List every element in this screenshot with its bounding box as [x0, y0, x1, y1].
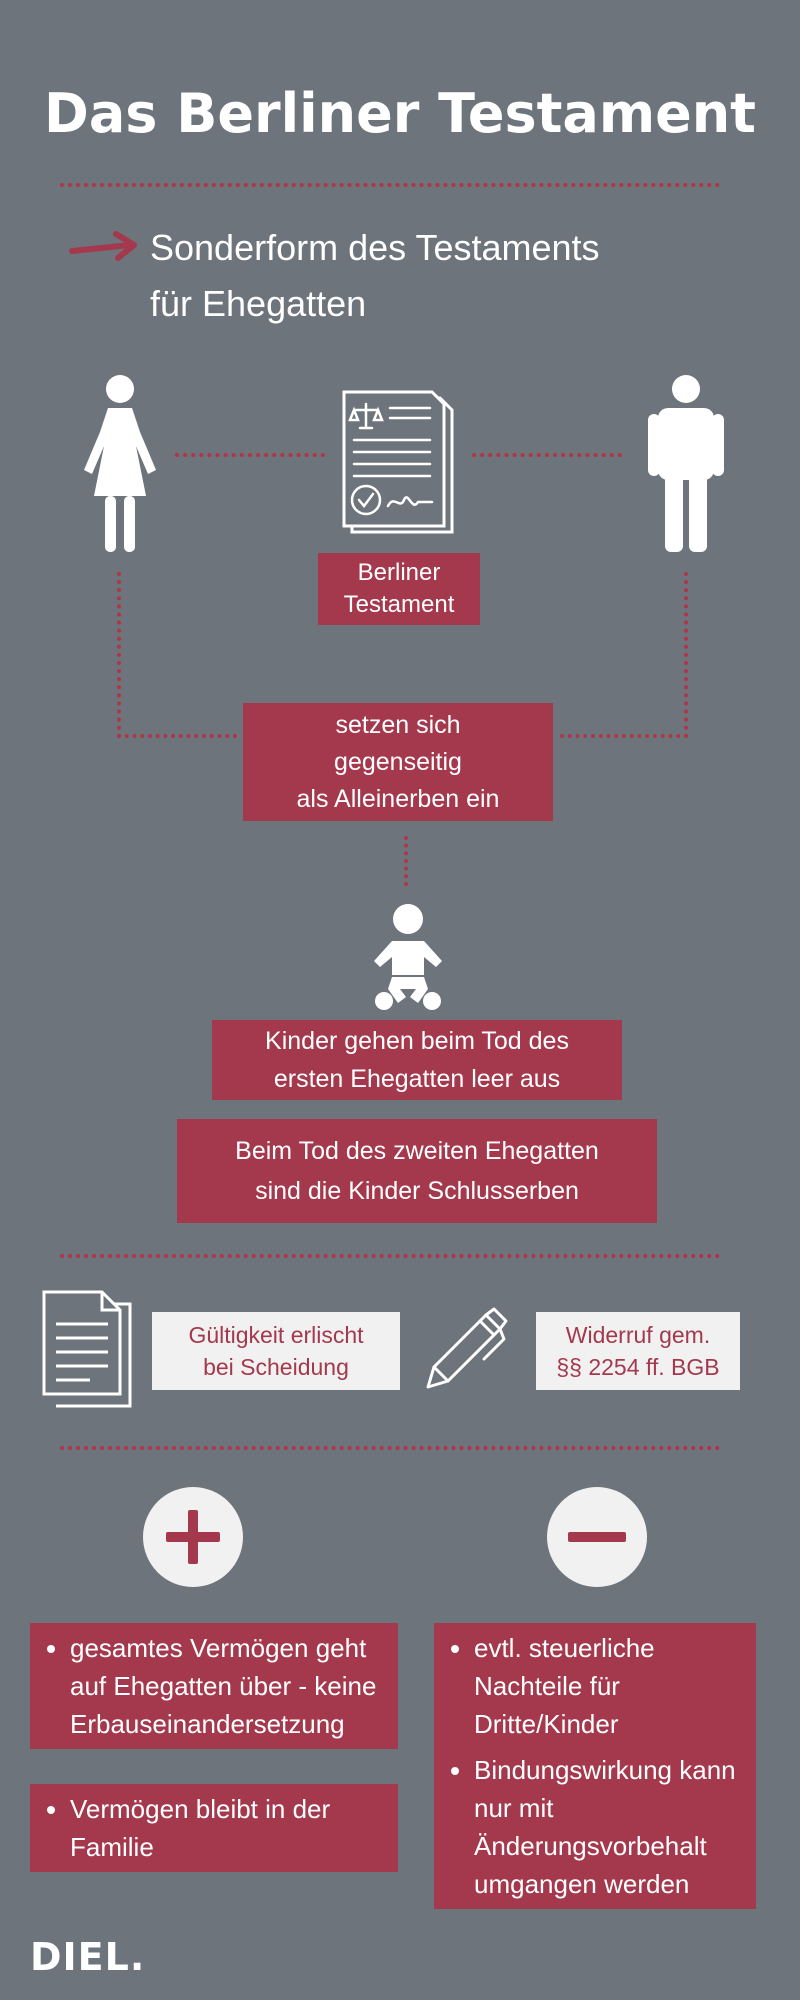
- pros-list-item-1: [30, 1623, 398, 1749]
- berliner-label-2: Testament: [343, 591, 455, 618]
- logo: DIEL.: [30, 1935, 146, 1979]
- revocation-box: [536, 1312, 740, 1390]
- alleinerben-box: [243, 703, 553, 821]
- paper-document-icon: [42, 1290, 132, 1408]
- children-empty-line-2: ersten Ehegatten leer aus: [273, 1065, 561, 1093]
- woman-icon: [80, 374, 160, 554]
- subtitle-line-1: Sonderform des Testaments: [150, 227, 600, 268]
- plus-icon: [143, 1487, 243, 1587]
- validity-line-1: Gültigkeit erlischt: [188, 1322, 364, 1348]
- children-empty-line-1: Kinder gehen beim Tod des: [265, 1027, 569, 1055]
- arrow-right-icon: [68, 230, 140, 264]
- subtitle: [150, 220, 600, 332]
- baby-icon: [368, 903, 448, 1011]
- pros-text-2: • Vermögen bleibt in der Familie: [70, 1790, 392, 1866]
- revocation-line-2: §§ 2254 ff. BGB: [556, 1354, 720, 1380]
- connector-right-horizontal: [560, 734, 688, 738]
- connector-to-child: [404, 836, 408, 886]
- berliner-testament-box: [318, 553, 480, 625]
- testament-document-icon: [340, 390, 460, 535]
- children-empty-box: [212, 1020, 622, 1100]
- pen-icon: [420, 1305, 510, 1395]
- connector-right-vertical: [684, 572, 688, 738]
- divider: [60, 1446, 720, 1450]
- connector-left: [175, 453, 325, 457]
- final-heirs-line-2: sind die Kinder Schlusserben: [255, 1177, 579, 1205]
- connector-left-vertical: [117, 572, 121, 738]
- cons-list-item-1: [434, 1623, 756, 1749]
- final-heirs-box: [177, 1119, 657, 1223]
- revocation-line-1: Widerruf gem.: [565, 1322, 711, 1348]
- pros-list-item-2: [30, 1784, 398, 1872]
- divider: [60, 183, 720, 187]
- cons-text-2: • Bindungswirkung kann nur mit Änderungsvorbehalt umgangen werden: [474, 1751, 750, 1903]
- validity-box: [152, 1312, 400, 1390]
- man-icon: [648, 374, 724, 554]
- minus-icon: [547, 1487, 647, 1587]
- cons-list-item-2: [434, 1745, 756, 1909]
- pros-text-1: • gesamtes Vermögen geht auf Ehegatten über - keine Erbauseinandersetzung: [70, 1629, 392, 1743]
- berliner-label-1: Berliner: [357, 559, 441, 586]
- connector-left-horizontal: [117, 734, 237, 738]
- alleinerben-line-1: setzen sich: [335, 710, 461, 739]
- connector-right: [472, 453, 622, 457]
- page-title: Das Berliner Testament: [44, 82, 756, 145]
- alleinerben-line-2: gegenseitig: [334, 747, 462, 776]
- divider: [60, 1254, 720, 1258]
- validity-line-2: bei Scheidung: [203, 1354, 349, 1380]
- cons-text-1: • evtl. steuerliche Nachteile für Dritte/Kinder: [474, 1629, 750, 1743]
- subtitle-line-2: für Ehegatten: [150, 283, 367, 324]
- alleinerben-line-3: als Alleinerben ein: [296, 784, 500, 813]
- final-heirs-line-1: Beim Tod des zweiten Ehegatten: [235, 1137, 599, 1165]
